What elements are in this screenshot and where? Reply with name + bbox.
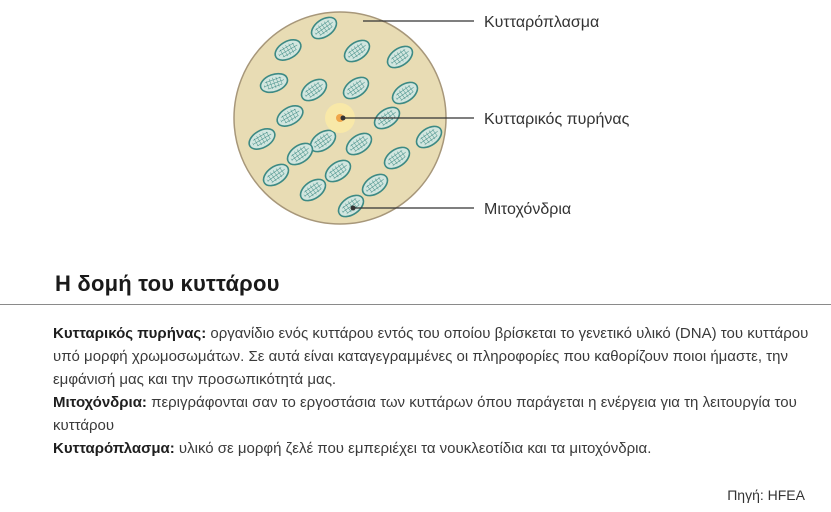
section-divider xyxy=(0,304,831,305)
definition-term: Κυτταρόπλασμα: xyxy=(53,440,175,457)
callout-cytoplasm xyxy=(363,14,599,31)
definition-text: οργανίδιο ενός κυττάρου εντός του οποίου βρίσκεται το γενετικό υλικό (DNA) του κυττάρου υπό μορφή χρωμοσωμάτων. Σε αυτά είναι καταγεγραμμένες οι πληροφορίες που καθορίζουν ποιοι ήμαστε, την εμφάνισή μας και την προσωπικότητά μας. xyxy=(53,325,809,388)
source-credit: Πηγή: HFEA xyxy=(727,487,805,503)
definition-term: Μιτοχόνδρια: xyxy=(53,394,147,411)
nucleus-leader-dot xyxy=(341,116,346,121)
definition-mitochondria xyxy=(53,391,813,437)
definition-nucleus xyxy=(53,322,813,391)
definition-text: περιγράφονται σαν το εργοστάσια των κυττάρων όπου παράγεται η ενέργεια για τη λειτουργία του κυττάρου xyxy=(53,394,797,434)
definition-cytoplasm xyxy=(53,437,813,460)
cytoplasm-label: Κυτταρόπλασμα xyxy=(484,14,600,31)
definitions-list xyxy=(53,322,813,460)
nucleus-label: Κυτταρικός πυρήνας xyxy=(484,111,630,128)
definition-term: Κυτταρικός πυρήνας: xyxy=(53,325,207,342)
section-title: Η δομή του κυττάρου xyxy=(55,271,280,296)
mitochondria-leader-dot xyxy=(351,206,356,211)
mitochondria-label: Μιτοχόνδρια xyxy=(484,201,572,218)
definition-text: υλικό σε μορφή ζελέ που εμπεριέχει τα νουκλεοτίδια και τα μιτοχόνδρια. xyxy=(174,440,652,457)
